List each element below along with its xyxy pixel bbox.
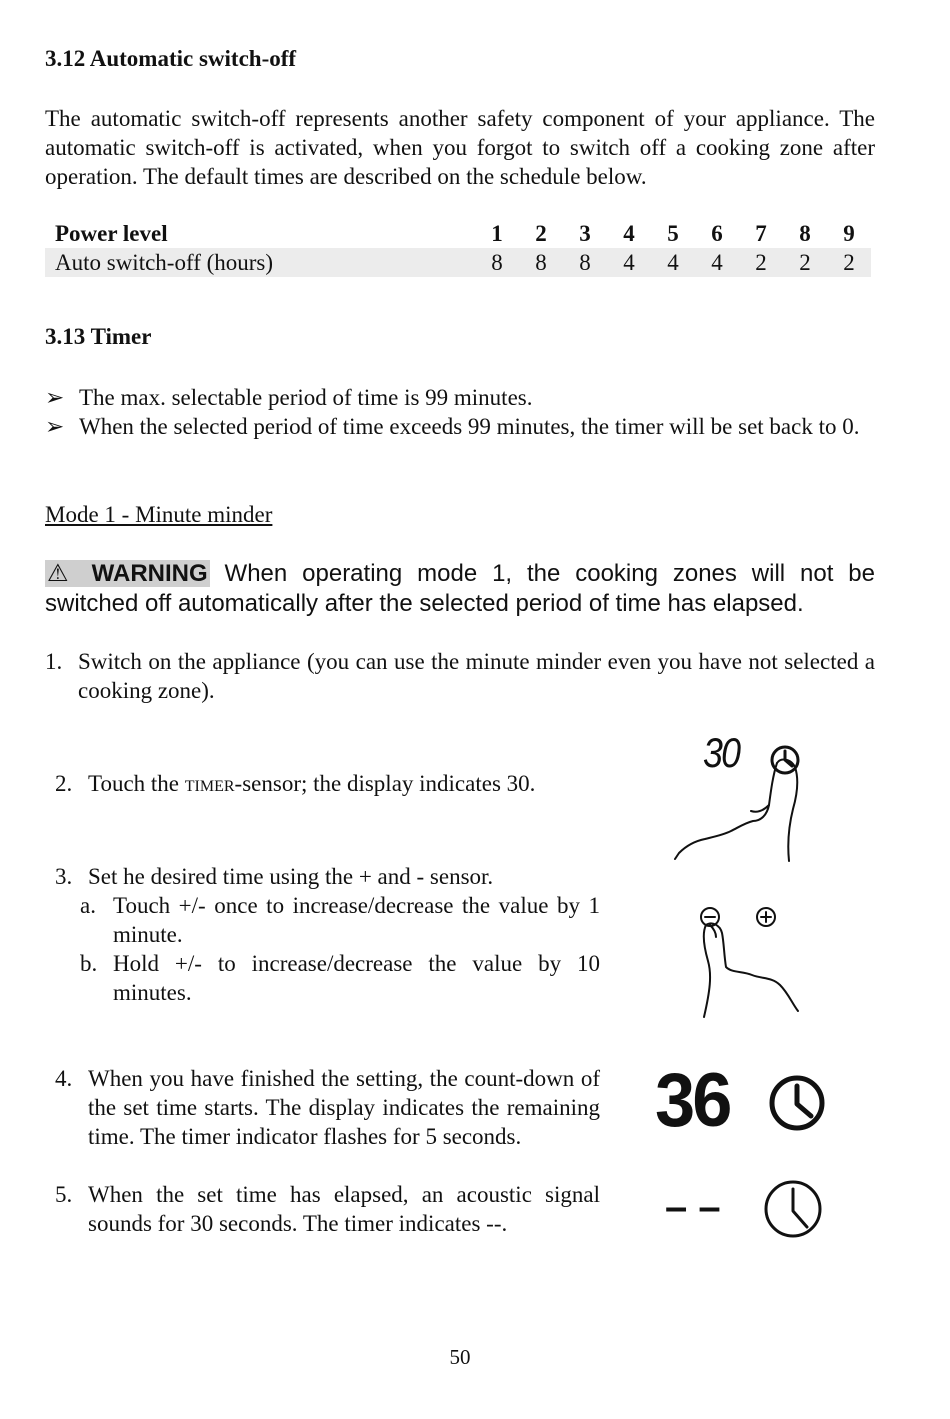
auto-switch-off-paragraph	[45, 104, 875, 191]
step-text: Hold +/- to increase/decrease the value by 10 minutes.	[113, 951, 600, 1005]
section-heading-timer: 3.13 Timer	[45, 324, 152, 349]
page-number: 50	[449, 1345, 471, 1369]
warning-badge	[45, 560, 210, 587]
display-dashes: – –	[665, 1185, 721, 1229]
step-number: 4.	[55, 1066, 73, 1091]
countdown-illustration	[655, 1058, 835, 1143]
clock-icon	[766, 1182, 820, 1236]
step-3	[55, 862, 600, 891]
power-level-label: Power level	[55, 220, 168, 246]
step-number: a.	[80, 893, 96, 918]
bullet-text: The max. selectable period of time is 99 minutes.	[79, 385, 533, 410]
display-36: 36	[655, 1058, 730, 1143]
bullet-text: When the selected period of time exceeds 99 minutes, the timer will be set back to 0.	[79, 414, 860, 439]
level-cell: 7	[755, 220, 767, 246]
warning-triangle-icon: ⚠	[47, 560, 77, 587]
step-3a	[80, 891, 600, 949]
finger-hand-icon	[704, 923, 798, 1017]
level-cell: 9	[843, 220, 855, 246]
plus-minus-illustration	[680, 895, 820, 1025]
step-text	[88, 769, 600, 798]
warning-label: WARNING	[91, 560, 208, 587]
elapsed-clock-drawing	[665, 1175, 835, 1245]
plus-sensor-icon	[757, 908, 775, 926]
hours-cell: 8	[563, 248, 607, 277]
list-item	[45, 412, 875, 441]
power-level-table	[45, 219, 871, 277]
elapsed-illustration	[665, 1175, 835, 1245]
level-cell: 3	[579, 220, 591, 246]
level-cell: 2	[535, 220, 547, 246]
hours-cell: 4	[607, 248, 651, 277]
mode-title: Mode 1 - Minute minder	[45, 502, 273, 527]
step-3b	[80, 949, 600, 1007]
step-text: When the set time has elapsed, an acoustic signal sounds for 30 seconds. The timer indicates --.	[88, 1182, 600, 1236]
list-item	[45, 383, 875, 412]
warning-block	[45, 559, 875, 619]
warning-text: When operating mode 1, the cooking zones will not be switched off automatically after the selected period of time has elapsed.	[45, 560, 875, 617]
hours-cell: 2	[783, 248, 827, 277]
step-1	[45, 647, 875, 705]
timer-finger-drawing	[665, 735, 855, 870]
step-2	[55, 769, 600, 798]
step-text: Switch on the appliance (you can use the minute minder even you have not selected a cooking zone).	[78, 649, 875, 703]
paragraph-text: The automatic switch-off represents another safety component of your appliance. The automatic switch-off is activated, when you forgot to switch off a cooking zone after operation. The default times are described on the schedule below.	[45, 106, 875, 189]
step-number: 2.	[55, 771, 73, 796]
step-text-part: Touch the	[88, 771, 185, 796]
display-30: 30	[703, 729, 740, 776]
step-text-part: -sensor; the display indicates 30.	[234, 771, 536, 796]
step-number: 5.	[55, 1182, 73, 1207]
hours-cell: 4	[651, 248, 695, 277]
timer-bullet-list	[45, 383, 875, 441]
timer-sensor-label: timer	[184, 771, 235, 796]
step-number: b.	[80, 951, 98, 976]
hours-cell: 8	[519, 248, 563, 277]
level-cell: 5	[667, 220, 679, 246]
hours-cell: 8	[475, 248, 519, 277]
level-cell: 1	[491, 220, 503, 246]
level-cell: 6	[711, 220, 723, 246]
hours-cell: 2	[739, 248, 783, 277]
level-cell: 8	[799, 220, 811, 246]
table-row-hours	[45, 248, 871, 277]
arrow-bullet-icon: ➢	[45, 413, 65, 439]
hours-cell: 2	[827, 248, 871, 277]
step-number: 3.	[55, 864, 73, 889]
hours-cell: 4	[695, 248, 739, 277]
finger-hand-icon	[675, 760, 797, 861]
plus-minus-drawing	[680, 895, 820, 1025]
step-text: Touch +/- once to increase/decrease the value by 1 minute.	[113, 893, 600, 947]
step-text: Set he desired time using the + and - sensor.	[88, 864, 494, 889]
level-cell: 4	[623, 220, 635, 246]
step-text: When you have finished the setting, the count-down of the set time starts. The display indicates the remaining time. The timer indicator flashes for 5 seconds.	[88, 1066, 600, 1149]
clock-icon	[772, 1078, 822, 1128]
step-4	[55, 1064, 600, 1151]
arrow-bullet-icon: ➢	[45, 384, 65, 410]
auto-switch-off-label: Auto switch-off (hours)	[45, 248, 475, 277]
section-heading-auto-switch-off: 3.12 Automatic switch-off	[45, 46, 297, 71]
step-5	[55, 1180, 600, 1238]
table-header-row	[45, 219, 871, 248]
step-number: 1.	[45, 649, 63, 674]
countdown-clock-drawing	[655, 1068, 835, 1143]
timer-touch-illustration	[665, 729, 855, 870]
